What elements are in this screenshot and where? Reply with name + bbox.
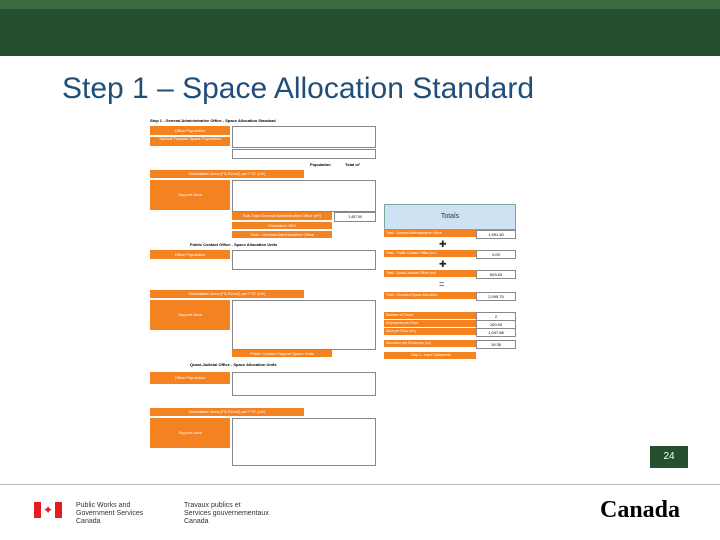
support-area-cells-3 bbox=[232, 418, 376, 466]
input-datasheets-button[interactable]: Step 1 - Input Datasheets bbox=[384, 352, 476, 359]
public-contact-cells bbox=[232, 250, 376, 270]
office-population-label-3: Office Population bbox=[150, 372, 230, 384]
circulation-label: Circulation 18% bbox=[232, 222, 332, 229]
total-qjo-value: 503.63 bbox=[476, 270, 516, 279]
employees-value: 100.00 bbox=[476, 320, 516, 329]
support-area-label-3: Support Area bbox=[150, 418, 230, 448]
subtotal-value: 1,457.50 bbox=[334, 212, 376, 222]
public-contact-support-label: Public Contact Support Space Units bbox=[232, 350, 332, 357]
floors-row: Number of Floors bbox=[384, 312, 476, 319]
quasi-judicial-cells bbox=[232, 372, 376, 396]
workstation-header-3: Workstation Area (FS-F2/m2) per FTE (m2) bbox=[150, 408, 304, 416]
total-pco-value: 0.00 bbox=[476, 250, 516, 259]
section2-title: Public Contact Office - Space Allocation Units bbox=[190, 242, 278, 247]
equals-icon: = bbox=[439, 279, 445, 289]
floors-value: 2 bbox=[476, 312, 516, 321]
total-gao-value: 1,591.50 bbox=[476, 230, 516, 239]
support-area-label: Support Area bbox=[150, 180, 230, 210]
support-area-cells bbox=[232, 180, 376, 212]
total-qjo-row: Total - Quasi-Judicial Office (m²) bbox=[384, 270, 476, 277]
special-purpose-label: Special Purpose Space Population bbox=[150, 137, 230, 146]
subtotal-label: Sub-Total General Administrative Office (m²) bbox=[232, 212, 332, 220]
top-stripe bbox=[0, 0, 720, 9]
employees-row: Employees per Floor bbox=[384, 320, 476, 327]
dept-name-en: Public Works and Government Services Canada bbox=[76, 502, 144, 525]
workstation-header: Workstation Area (FS-F2/m2) per FTE (m2) bbox=[150, 170, 304, 178]
slide-title: Step 1 – Space Allocation Standard bbox=[62, 72, 535, 105]
page-number: 24 bbox=[650, 446, 688, 468]
allocation-row: Allocation per Employee (m²) bbox=[384, 340, 476, 347]
footer-divider bbox=[0, 484, 720, 485]
total-standard-row: Total - Standard Space Allocation bbox=[384, 292, 476, 299]
total-row bbox=[232, 149, 376, 159]
totals-header: Totals bbox=[384, 204, 516, 230]
support-area-label-2: Support Area bbox=[150, 300, 230, 330]
population-col-header: Population bbox=[310, 162, 331, 167]
plus-icon: ✚ bbox=[439, 239, 447, 249]
office-population-label: Office Population bbox=[150, 126, 230, 135]
workstation-header-2: Workstation Area (FS-F2/m2) per FTE (m2) bbox=[150, 290, 304, 298]
top-banner bbox=[0, 0, 720, 56]
canada-flag-icon: ✦ bbox=[34, 502, 62, 518]
office-population-label-2: Office Population bbox=[150, 250, 230, 259]
dept-name-fr: Travaux publics et Services gouvernementaux Canada bbox=[184, 502, 269, 525]
area-floor-value: 1,047.88 bbox=[476, 328, 516, 337]
area-floor-row: Area per Floor (m²) bbox=[384, 328, 476, 335]
total-gao-row: Total - General Administrative Office bbox=[384, 230, 476, 237]
plus-icon-2: ✚ bbox=[439, 259, 447, 269]
total-m2-col-header: Total m² bbox=[345, 162, 361, 167]
space-allocation-sheet bbox=[150, 118, 376, 466]
total-gao-label: Total - General Administrative Office bbox=[232, 231, 332, 238]
section1-title: Step 1 - General Administrative Office - Space Allocation Standard bbox=[150, 118, 276, 123]
support-area-cells-2 bbox=[232, 300, 376, 350]
population-cells bbox=[232, 126, 376, 148]
total-standard-value: 2,095.75 bbox=[476, 292, 516, 301]
total-pco-row: Total - Public Contact Office (m²) bbox=[384, 250, 476, 257]
totals-panel bbox=[384, 204, 514, 364]
section3-title: Quasi-Judicial Office - Space Allocation Units bbox=[190, 362, 277, 367]
canada-wordmark: Canada bbox=[600, 497, 681, 523]
allocation-value: 19.35 bbox=[476, 340, 516, 349]
